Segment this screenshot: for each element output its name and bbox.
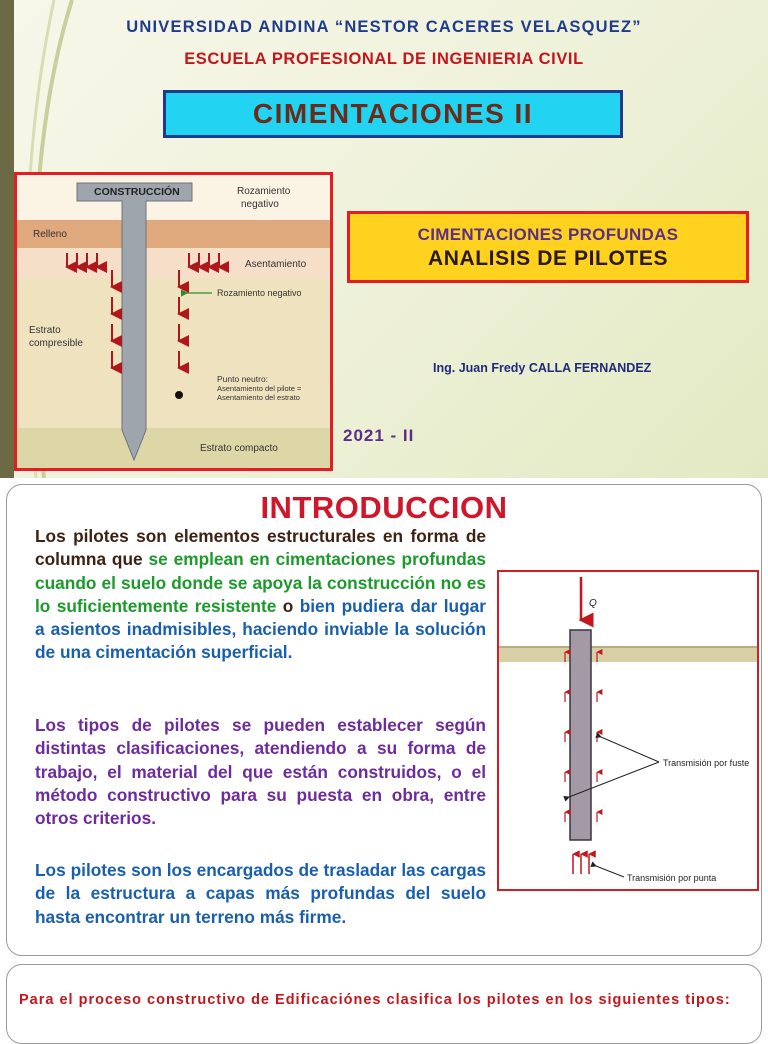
classification-intro-text: Para el proceso constructivo de Edificaciónes clasifica los pilotes en los siguientes tipos:: [19, 992, 731, 1008]
label-punto-neutro-3: Asentamiento del estrato: [217, 393, 300, 402]
left-accent-bar: [0, 0, 14, 478]
tip-transmission-arrows: [573, 854, 589, 874]
introduction-heading: INTRODUCCION: [260, 490, 508, 525]
label-estrato-1: Estrato: [29, 325, 61, 336]
p1-part-d: bien pudiera dar lugar a asientos inadmisibles, haciendo inviable la solución de una cimentación superficial.: [35, 595, 486, 663]
label-estrato-2: compresible: [29, 338, 83, 349]
label-asentamiento: Asentamiento: [245, 259, 307, 270]
label-punto-neutro-1: Punto neutro:: [217, 374, 269, 384]
paragraph-3: Los pilotes son los encargados de trasladar las cargas de la estructura a capas más profundas del suelo hasta encontrar un terreno más firme.: [35, 860, 486, 927]
label-rozamiento-negativo: Rozamiento negativo: [217, 288, 302, 298]
subtitle-line-2: ANALISIS DE PILOTES: [427, 247, 669, 270]
course-title-box: [163, 90, 623, 138]
paragraph-1: [35, 525, 486, 665]
author-name: Ing. Juan Fredy CALLA FERNANDEZ: [433, 361, 652, 375]
load-label-q: Q: [589, 598, 597, 609]
pile-load-figure: [497, 570, 759, 891]
subtitle-box: [347, 211, 749, 283]
label-punto-neutro-2: Asentamiento del pilote =: [217, 384, 302, 393]
label-construccion: CONSTRUCCIÓN: [94, 186, 180, 198]
p1-part-b: se emplean en cimentaciones profundas cuando el suelo donde se apoya la construcción no es lo suficientemente resistente: [35, 549, 487, 616]
school-name: ESCUELA PROFESIONAL DE INGENIERIA CIVIL: [184, 50, 584, 68]
paragraph-2: Los tipos de pilotes se pueden establecer según distintas clasificaciones, atendiendo a su forma de trabajo, el material del que están construidos, o el método constructivo para su puesta en obra, entre otros criterios.: [35, 715, 486, 829]
label-rozamiento-1: Rozamiento: [237, 186, 291, 197]
label-relleno: Relleno: [33, 229, 67, 240]
semester-year: 2021 - II: [343, 426, 415, 445]
label-rozamiento-2: negativo: [241, 199, 279, 210]
label-transmision-punta: Transmisión por punta: [627, 873, 717, 883]
course-title: CIMENTACIONES II: [252, 98, 534, 129]
subtitle-line-1: CIMENTACIONES PROFUNDAS: [417, 225, 679, 244]
title-slide: [0, 0, 768, 478]
neutral-point-marker: [175, 391, 183, 399]
label-estrato-compacto: Estrato compacto: [200, 443, 278, 454]
p1-part-a: Los pilotes son elementos estructurales en forma de columna que: [35, 526, 486, 570]
label-transmision-fuste: Transmisión por fuste: [663, 758, 750, 768]
university-name: UNIVERSIDAD ANDINA “NESTOR CACERES VELASQUEZ”: [126, 18, 642, 36]
pile-diagram-image: [14, 172, 333, 471]
p1-part-c: o: [276, 595, 300, 616]
